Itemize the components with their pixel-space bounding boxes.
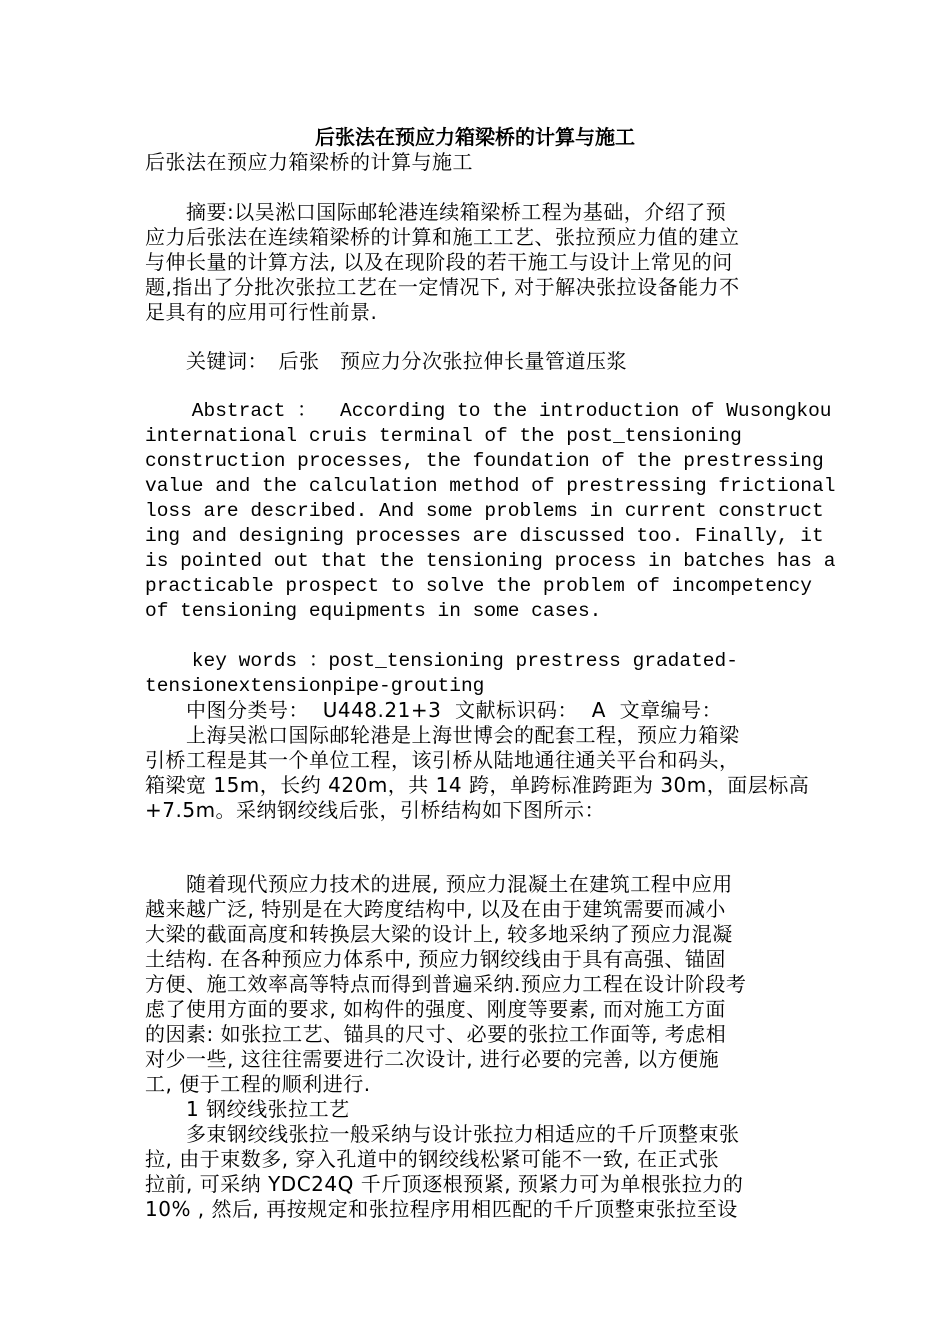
abstract-en-line: is pointed out that the tensioning process in batches has a [145,550,836,572]
abstract-en-line: loss are described. And some problems in current construct [145,500,824,522]
abstract-en-line: Abstract ： According to the introduction of Wusongkou [145,400,832,422]
abstract-en-line: value and the calculation method of prestressing frictional [145,475,836,497]
keywords-zh: 关键词： 后张 预应力分次张拉伸长量管道压浆 [145,349,627,373]
body-line: 虑了使用方面的要求, 如构件的强度、刚度等要素, 而对施工方面 [145,997,726,1021]
abstract-en-line: international cruis terminal of the post_tensioning [145,425,742,447]
section-heading: 1 钢绞线张拉工艺 [145,1097,350,1121]
section-line: 多束钢绞线张拉一般采纳与设计张拉力相适应的千斤顶整束张 [145,1122,740,1146]
classification-line: 中图分类号： U448.21+3 文献标识码： A 文章编号： [145,698,723,722]
keywords-en-line: key words ：post_tensioning prestress gradated- [145,650,738,672]
section-line: 拉, 由于束数多, 穿入孔道中的钢绞线松紧可能不一致, 在正式张 [145,1147,720,1171]
document-subtitle: 后张法在预应力箱梁桥的计算与施工 [145,150,473,174]
abstract-zh-line: 与伸长量的计算方法, 以及在现阶段的若干施工与设计上常见的问 [145,250,733,274]
body-line: 方便、施工效率高等特点而得到普遍采纳.预应力工程在设计阶段考 [145,972,747,996]
intro-line: +7.5m。采纳钢绞线后张，引桥结构如下图所示： [145,798,606,822]
body-line: 随着现代预应力技术的进展, 预应力混凝土在建筑工程中应用 [145,872,733,896]
abstract-zh-line: 题,指出了分批次张拉工艺在一定情况下, 对于解决张拉设备能力不 [145,275,740,299]
section-line: 拉前, 可采纳 YDC24Q 千斤顶逐根预紧, 预紧力可为单根张拉力的 [145,1172,744,1196]
abstract-en-line: practicable prospect to solve the problem of incompetency [145,575,813,597]
abstract-en-line: ing and designing processes are discussed too. Finally, it [145,525,824,547]
intro-line: 箱梁宽 15m，长约 420m，共 14 跨，单跨标准跨距为 30m，面层标高 [145,773,810,797]
body-line: 工, 便于工程的顺利进行. [145,1072,371,1096]
intro-line: 引桥工程是其一个单位工程，该引桥从陆地通往通关平台和码头， [145,748,740,772]
abstract-zh-line: 应力后张法在连续箱梁桥的计算和施工工艺、张拉预应力值的建立 [145,225,740,249]
section-line: 10% , 然后, 再按规定和张拉程序用相匹配的千斤顶整束张拉至设 [145,1197,738,1221]
keywords-en-line: tensionextensionpipe-grouting [145,675,485,697]
abstract-zh-line: 足具有的应用可行性前景. [145,300,378,324]
intro-line: 上海吴淞口国际邮轮港是上海世博会的配套工程，预应力箱梁 [145,723,740,747]
body-line: 越来越广泛, 特别是在大跨度结构中, 以及在由于建筑需要而减小 [145,897,726,921]
body-line: 对少一些, 这往往需要进行二次设计, 进行必要的完善, 以方便施 [145,1047,720,1071]
body-line: 土结构. 在各种预应力体系中, 预应力钢绞线由于具有高强、锚固 [145,947,726,971]
abstract-en-line: of tensioning equipments in some cases. [145,600,602,622]
body-line: 的因素: 如张拉工艺、锚具的尺寸、必要的张拉工作面等, 考虑相 [145,1022,727,1046]
document-title: 后张法在预应力箱梁桥的计算与施工 [315,125,635,149]
abstract-zh-line: 摘要:以吴淞口国际邮轮港连续箱梁桥工程为基础，介绍了预 [145,200,727,224]
body-line: 大梁的截面高度和转换层大梁的设计上, 较多地采纳了预应力混凝 [145,922,733,946]
abstract-en-line: construction processes, the foundation of the prestressing [145,450,824,472]
